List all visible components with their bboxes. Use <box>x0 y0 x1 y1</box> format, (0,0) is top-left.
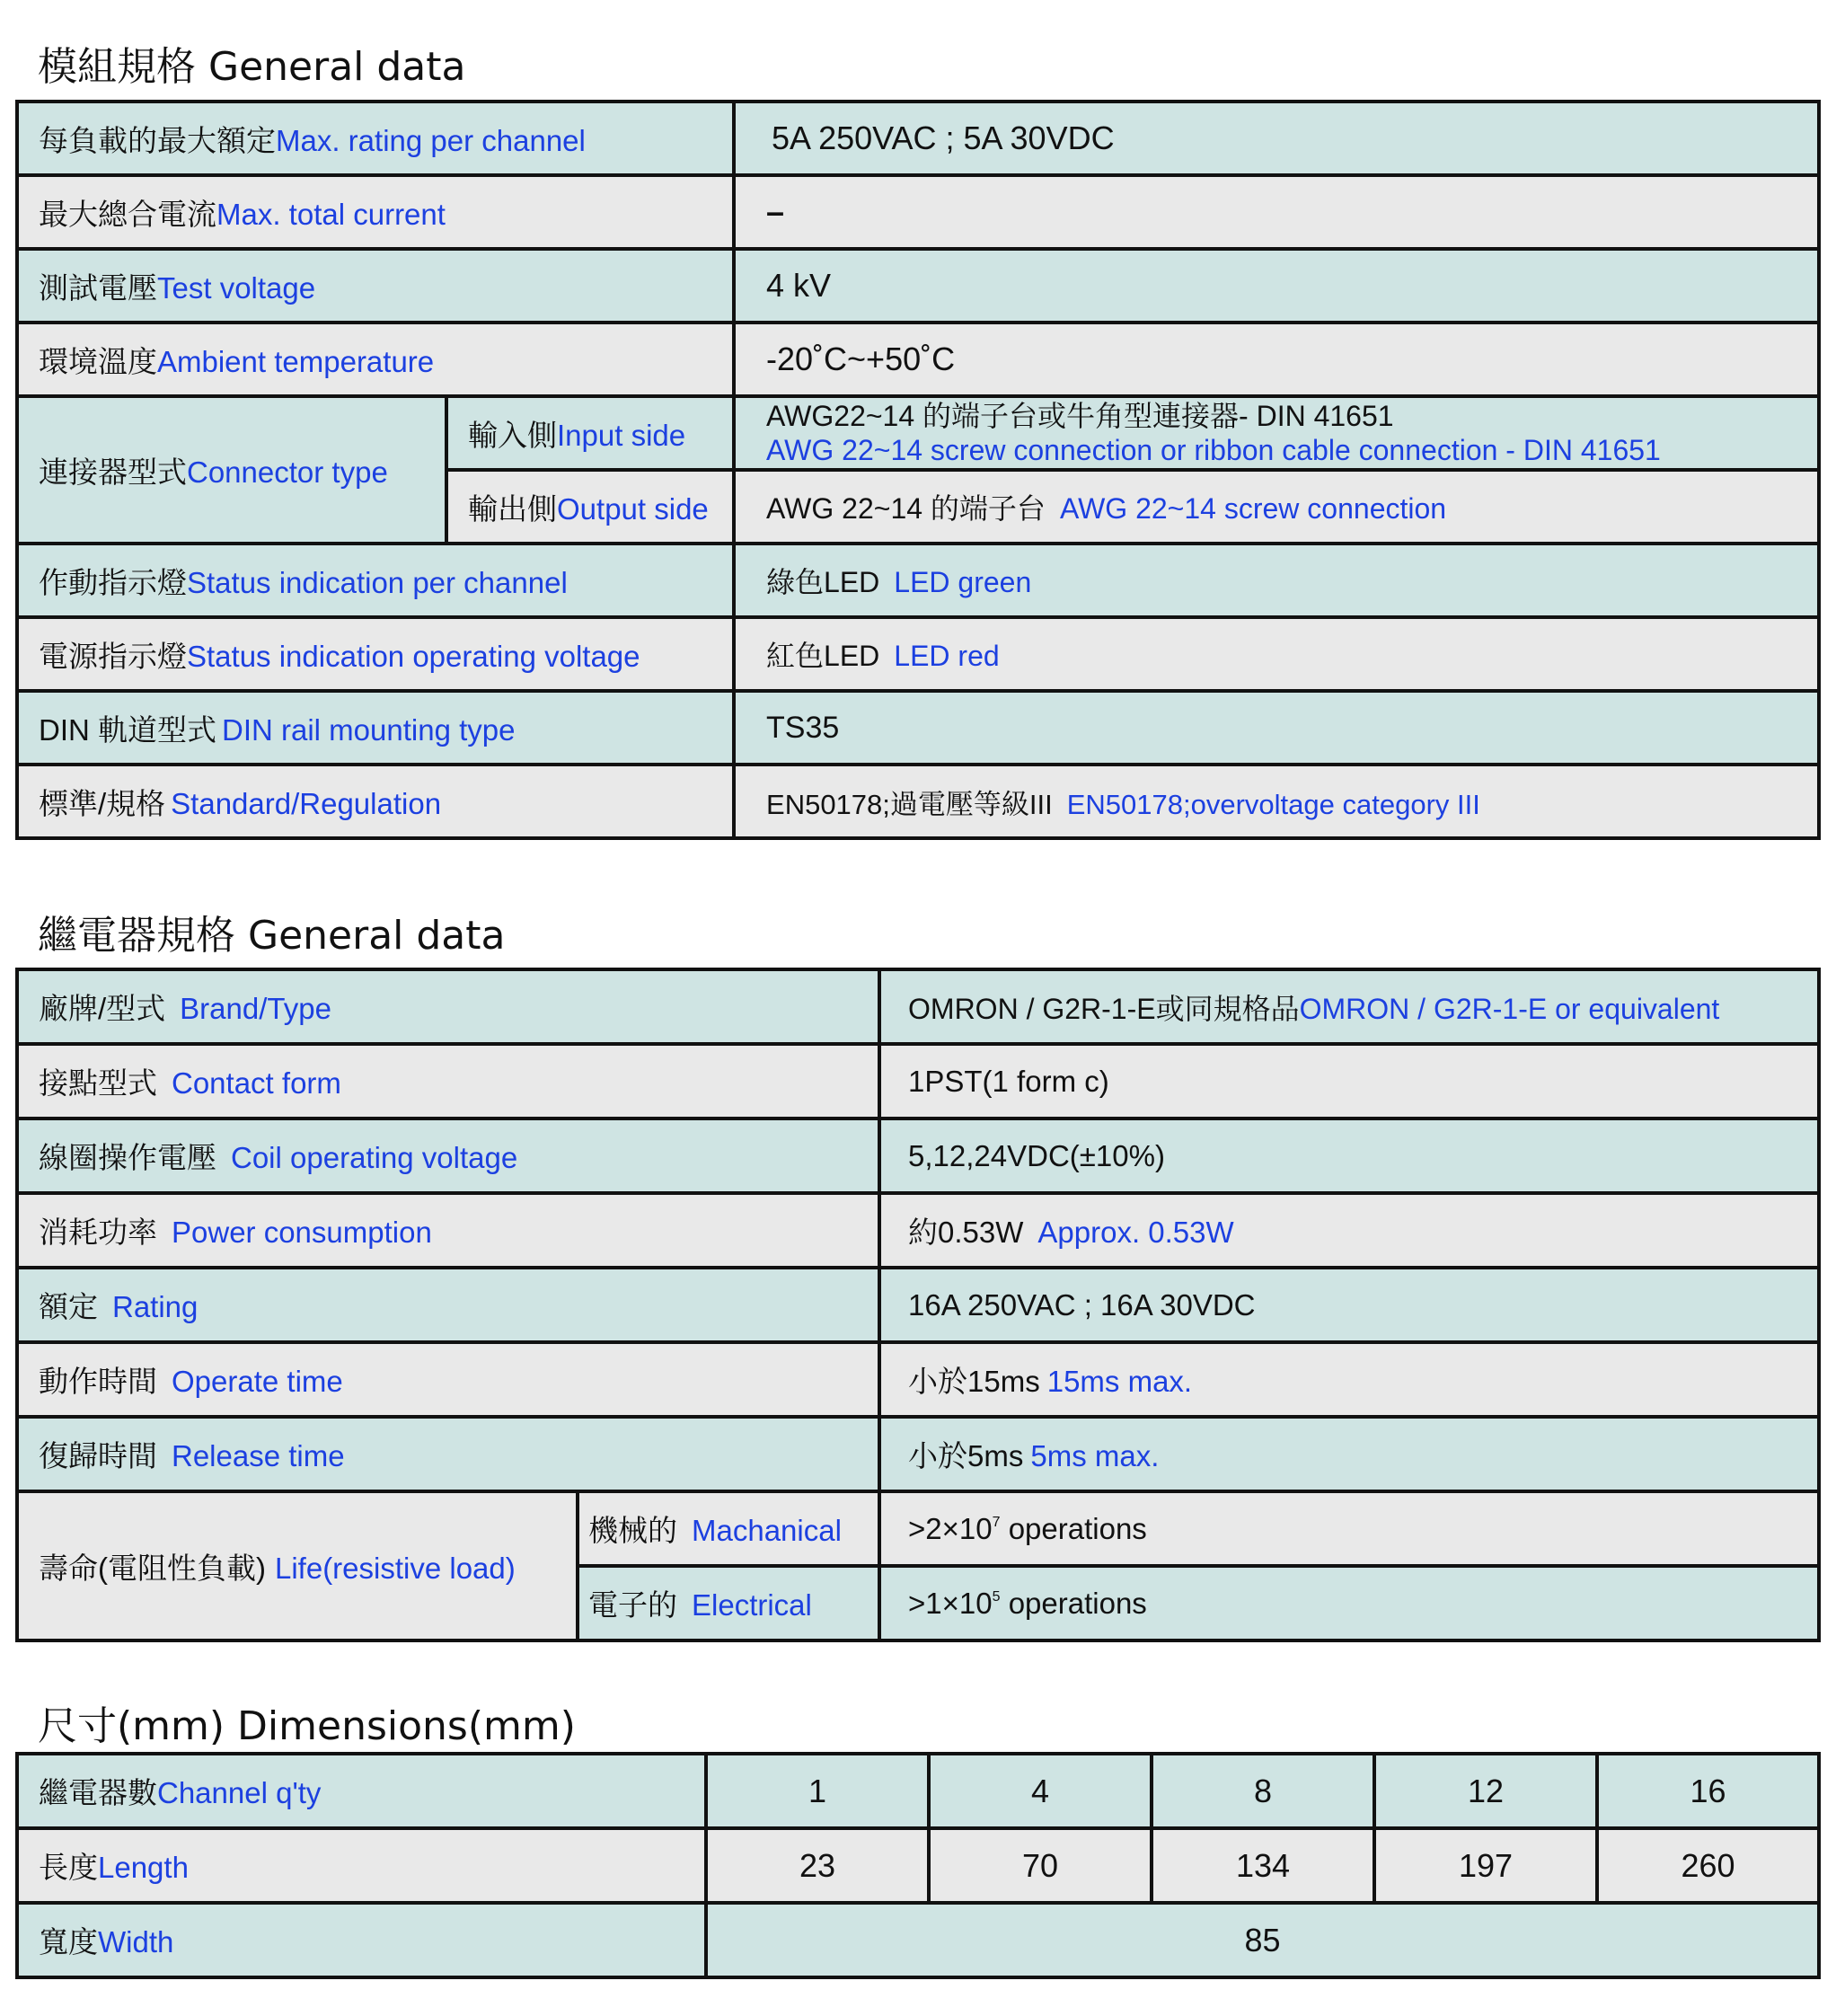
row-value: 綠色LED LED green <box>734 544 1819 617</box>
row-value: 小於5ms 5ms max. <box>879 1417 1819 1491</box>
table-row <box>17 323 1819 396</box>
row-value: OMRON / G2R-1-E或同規格品OMRON / G2R-1-E or equivalent <box>879 969 1819 1044</box>
table-row <box>17 1903 1819 1977</box>
section-title-dimensions: 尺寸(mm) Dimensions(mm) <box>38 1703 576 1749</box>
table-row <box>17 102 1819 175</box>
table-row <box>17 969 1819 1044</box>
output-side-value: AWG 22~14 的端子台 AWG 22~14 screw connection <box>734 470 1819 544</box>
mechanical-label: 機械的 Machanical <box>578 1491 879 1566</box>
mechanical-value: $>2\times 10^7$ operations <box>879 1491 1819 1566</box>
row-value: TS35 <box>734 691 1819 765</box>
connector-type-label: 連接器型式Connector type <box>17 396 446 544</box>
row-label: 標準/規格 Standard/Regulation <box>17 765 734 838</box>
table-row <box>17 765 1819 838</box>
electrical-value: $>1\times 10^5$ operations <box>879 1566 1819 1640</box>
electrical-label: 電子的 Electrical <box>578 1566 879 1640</box>
table-cell: 16 <box>1597 1754 1819 1828</box>
table-row <box>17 1828 1819 1903</box>
row-label: 復歸時間 Release time <box>17 1417 879 1491</box>
section-title-module: 模組規格 General data <box>38 44 466 90</box>
row-value: 16A 250VAC ; 16A 30VDC <box>879 1268 1819 1342</box>
table-row <box>17 1417 1819 1491</box>
section-title-relay: 繼電器規格 General data <box>38 913 506 959</box>
row-label: 接點型式 Contact form <box>17 1044 879 1119</box>
row-label: 電源指示燈Status indication operating voltage <box>17 617 734 691</box>
table-cell: 1 <box>706 1754 929 1828</box>
table-row <box>17 175 1819 249</box>
dimensions-table <box>15 1752 1821 1979</box>
row-value: – <box>734 175 1819 249</box>
table-cell: 4 <box>929 1754 1152 1828</box>
table-row <box>17 396 1819 470</box>
table-row <box>17 617 1819 691</box>
length-label: 長度Length <box>17 1828 706 1903</box>
row-value: EN50178;過電壓等級III EN50178;overvoltage category III <box>734 765 1819 838</box>
output-side-label: 輸出側Output side <box>446 470 734 544</box>
row-label: 消耗功率 Power consumption <box>17 1193 879 1268</box>
row-label: 測試電壓Test voltage <box>17 249 734 323</box>
row-label: DIN 軌道型式 DIN rail mounting type <box>17 691 734 765</box>
table-row <box>17 1491 1819 1566</box>
table-row <box>17 1268 1819 1342</box>
relay-spec-table <box>15 968 1821 1642</box>
table-cell: 23 <box>706 1828 929 1903</box>
channel-qty-label: 繼電器數Channel q'ty <box>17 1754 706 1828</box>
table-row <box>17 1044 1819 1119</box>
row-label: 每負載的最大額定Max. rating per channel <box>17 102 734 175</box>
input-side-label: 輸入側Input side <box>446 396 734 470</box>
row-label: 額定 Rating <box>17 1268 879 1342</box>
row-label: 廠牌/型式 Brand/Type <box>17 969 879 1044</box>
table-cell: 70 <box>929 1828 1152 1903</box>
row-value: 約0.53W Approx. 0.53W <box>879 1193 1819 1268</box>
row-value: 1PST(1 form c) <box>879 1044 1819 1119</box>
table-row <box>17 691 1819 765</box>
row-value: 紅色LED LED red <box>734 617 1819 691</box>
table-row <box>17 1342 1819 1417</box>
width-label: 寬度Width <box>17 1903 706 1977</box>
table-cell: 12 <box>1374 1754 1597 1828</box>
row-value: -20˚C~+50˚C <box>734 323 1819 396</box>
row-value: 4 kV <box>734 249 1819 323</box>
row-label: 動作時間 Operate time <box>17 1342 879 1417</box>
table-row <box>17 1119 1819 1193</box>
row-value: 5,12,24VDC(±10%) <box>879 1119 1819 1193</box>
table-row <box>17 544 1819 617</box>
row-label: 線圈操作電壓 Coil operating voltage <box>17 1119 879 1193</box>
table-row <box>17 1754 1819 1828</box>
table-cell: 8 <box>1152 1754 1374 1828</box>
width-value: 85 <box>706 1903 1819 1977</box>
module-spec-table <box>15 100 1821 840</box>
row-label: 環境溫度Ambient temperature <box>17 323 734 396</box>
row-label: 作動指示燈Status indication per channel <box>17 544 734 617</box>
row-value: 5A 250VAC ; 5A 30VDC <box>734 102 1819 175</box>
input-side-value: AWG22~14 的端子台或牛角型連接器- DIN 41651 AWG 22~14 screw connection or ribbon cable connection - DIN 41651 <box>734 396 1819 470</box>
table-cell: 260 <box>1597 1828 1819 1903</box>
table-cell: 197 <box>1374 1828 1597 1903</box>
row-label: 最大總合電流Max. total current <box>17 175 734 249</box>
table-cell: 134 <box>1152 1828 1374 1903</box>
life-label: 壽命(電阻性負載) Life(resistive load) <box>17 1491 578 1640</box>
table-row <box>17 1193 1819 1268</box>
row-value: 小於15ms 15ms max. <box>879 1342 1819 1417</box>
table-row <box>17 249 1819 323</box>
